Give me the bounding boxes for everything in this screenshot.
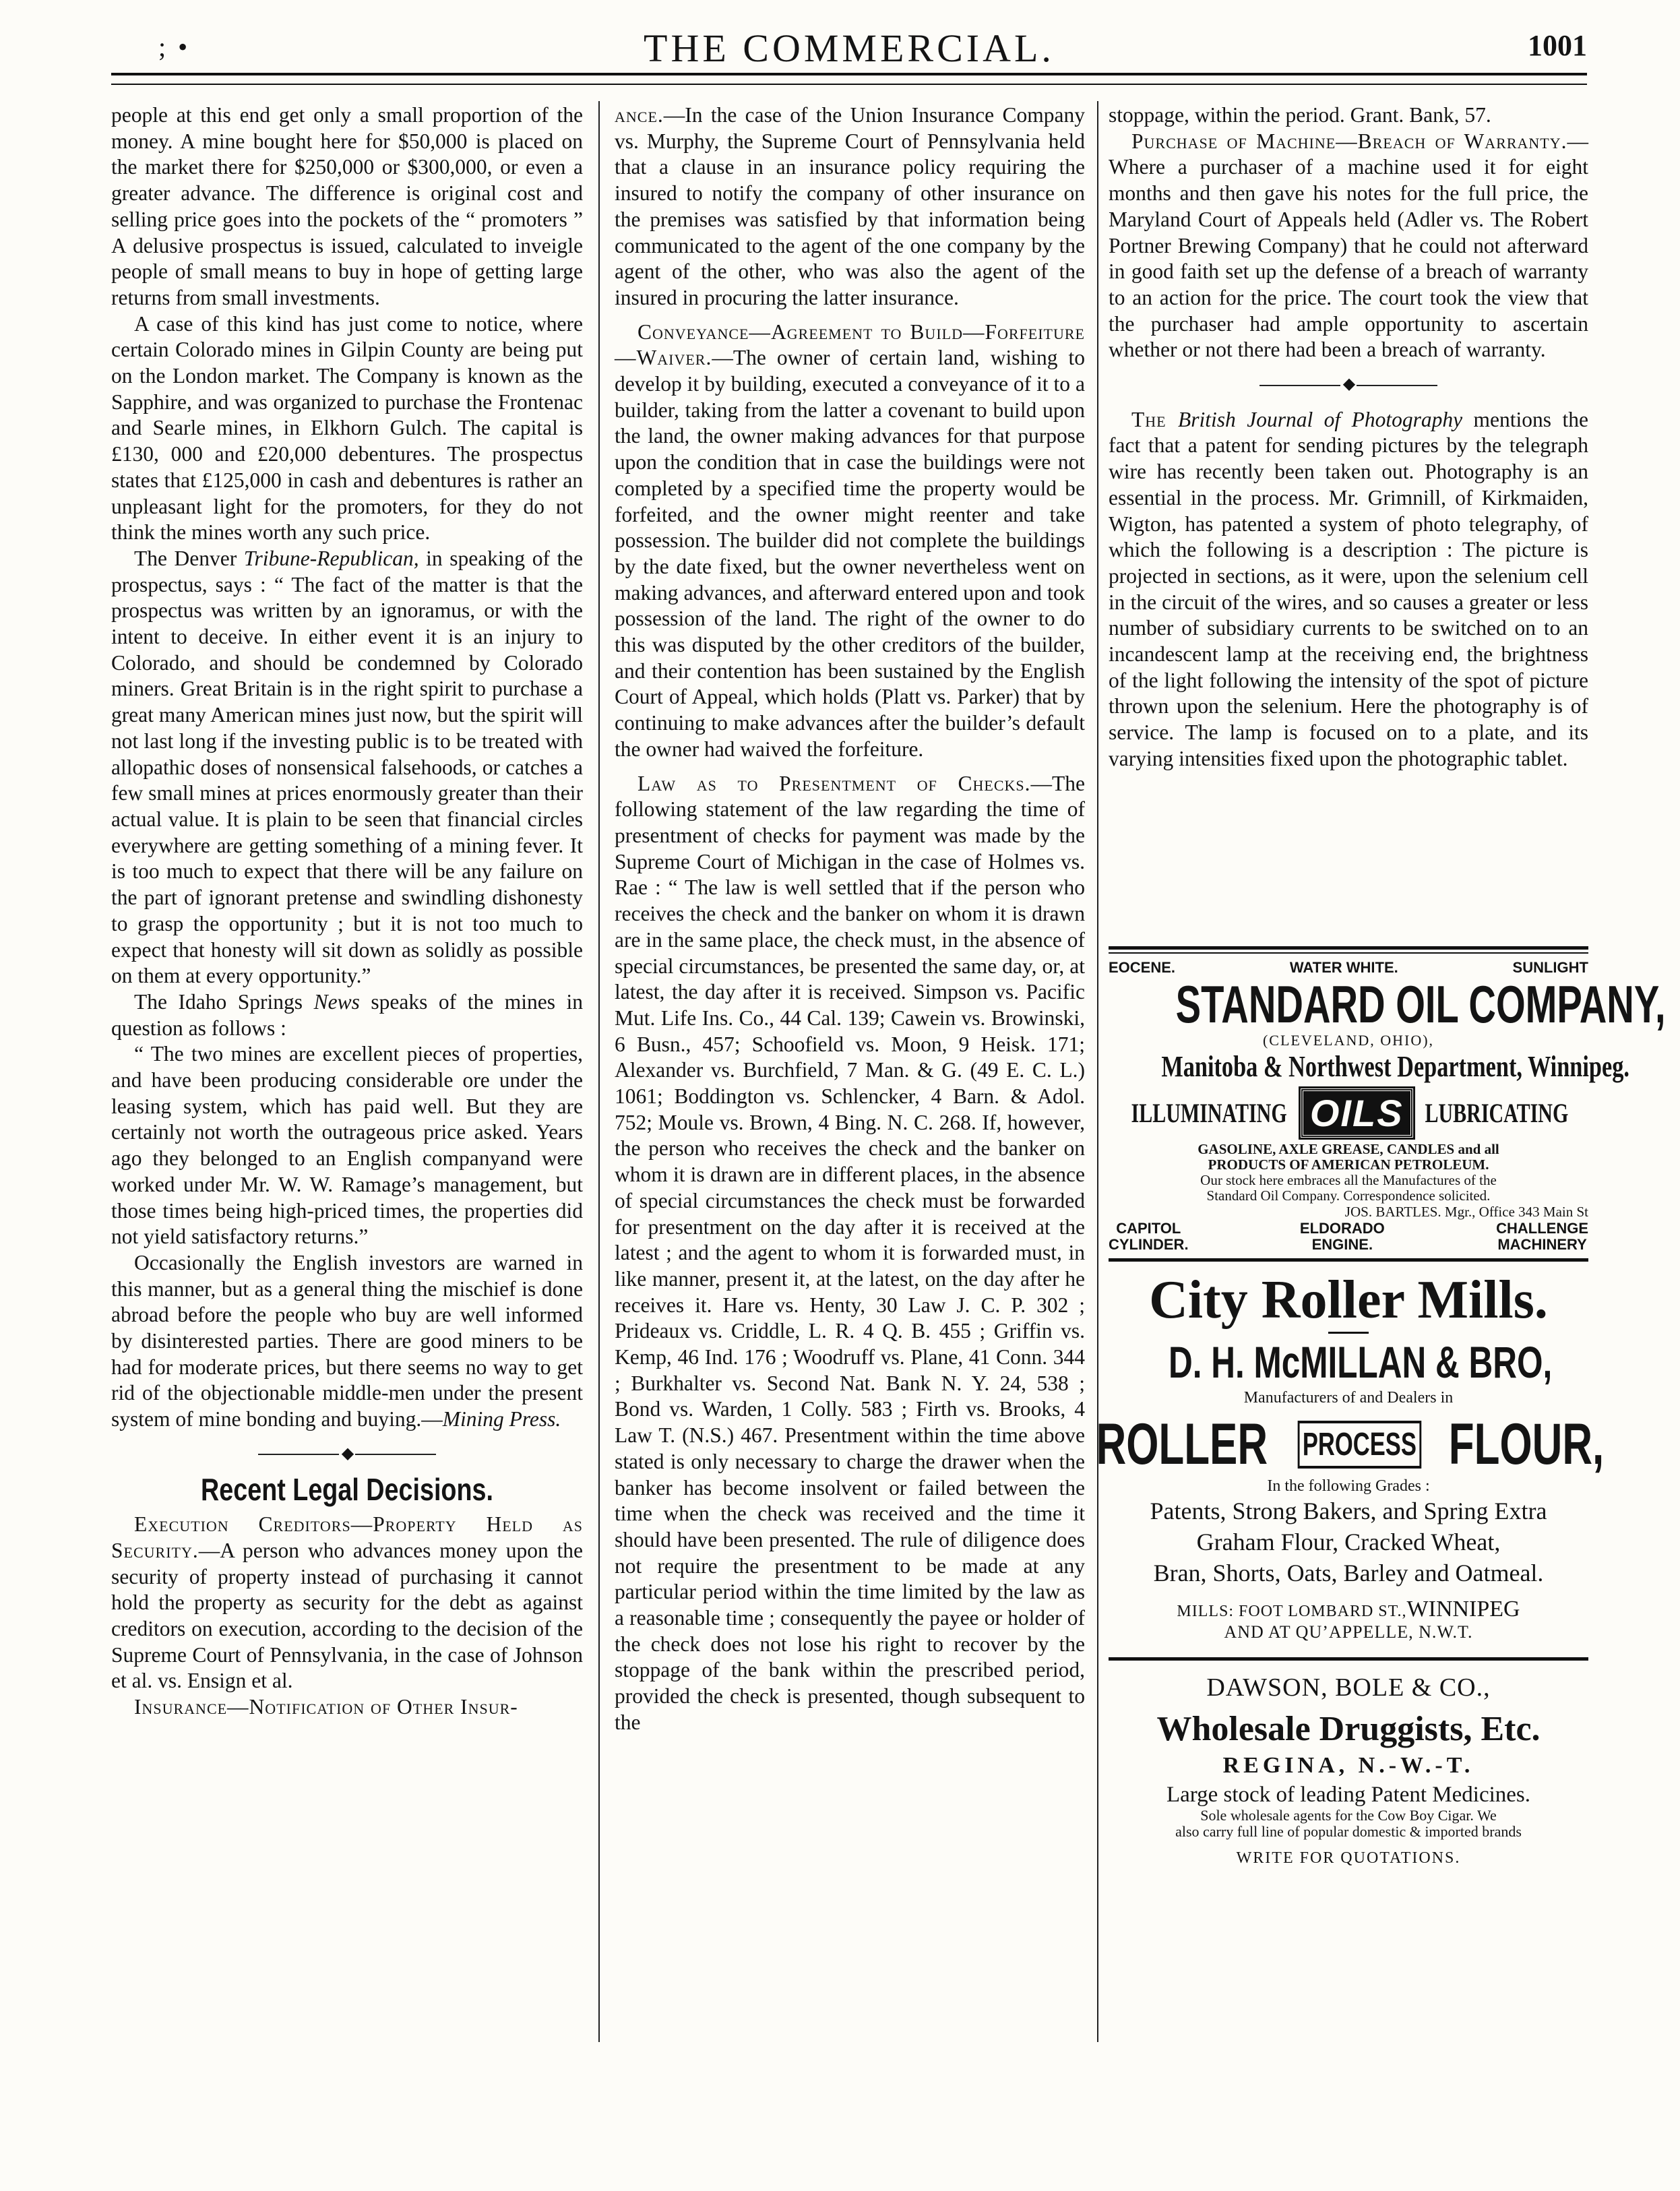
text-run: Occasionally the English investors are warned in this manner, but as a general thing the mischief is done abroad before the people who buy are well informed by disinterested parties. There are good miners to be had for moderate prices, but there seems no way to get rid of the objectionable middle-men under the present system of mine bonding and buying.—: [111, 1250, 583, 1431]
ad-rule: [1109, 946, 1588, 950]
stock-line: Our stock here embraces all the Manufactures of the: [1200, 1172, 1497, 1188]
mills-title: City Roller Mills.: [1149, 1270, 1548, 1330]
flour-word: FLOUR,: [1448, 1412, 1605, 1477]
lubricating-label: LUBRICATING: [1425, 1098, 1568, 1128]
ad-rule: [1109, 1258, 1588, 1262]
text-run: mentions the fact that a patent for sending pictures by the telegraph wire has recently been taken out. Photography is an essential in the process. Mr. Grimnill, of Kirkmaiden, Wigton, has patented a system of photo telegraphy, of which the following is a description : The picture is projected in sections, as it were, upon the selenium cell in the circuit of the wires, and so causes a greater or less number of subsidiary currents to be switched on to an incandescent lamp at the receiving end, the brightness of the light following the intensity of the spot of picture thrown upon the selenium. Here the photography is of service. The lamp is focused on to a plate, and its varying intensities fixed upon the photographic tablet.: [1109, 407, 1588, 770]
stock-line: Large stock of leading Patent Medicines.: [1166, 1783, 1531, 1807]
ornamental-separator: ◆: [1109, 371, 1588, 398]
paragraph: [111, 989, 583, 1041]
text-run: speaks of the mines in question as follows :: [111, 989, 584, 1040]
section-title: Recent Legal Decisions.: [201, 1471, 493, 1507]
firm-name: DAWSON, BOLE & CO.,: [1206, 1673, 1491, 1702]
oils-logo: OILS: [1301, 1088, 1413, 1138]
text-run: The Idaho Springs: [134, 989, 314, 1014]
company-name: STANDARD OIL COMPANY,: [1175, 975, 1666, 1034]
mills-address: [1109, 1597, 1588, 1622]
advertisements: [1096, 946, 1666, 1868]
column-2: [615, 102, 1085, 1736]
brand-type: ENGINE.: [1311, 1236, 1373, 1253]
paragraph-heading: Conveyance—Agreement to Build—Forfeiture—Waiver.: [615, 319, 1085, 370]
brand-name: CHALLENGE: [1496, 1220, 1588, 1237]
paragraph: [615, 319, 1085, 763]
oil-brand: [1109, 1221, 1189, 1253]
roller-word: ROLLER: [1096, 1412, 1268, 1477]
text-run: —The following statement of the law regarding the time of presentment of checks for payment was made by the Supreme Court of Michigan in the case of Holmes vs. Rae : “ The law is well settled that if the person who receives the check and the banker on whom it is drawn are in the same place, the check must, in the absence of special circumstances, be presented the same day, or, at latest, the day after it is received. Simpson vs. Pacific Mut. Life Ins. Co., 44 Cal. 139; Cawein vs. Browinski, 6 Busn., 457; Schoofield vs. Moon, 9 Heisk. 171; Alexander vs. Burchfield, 7 Man. & G. (49 E. C. L.) 1061; Boddington vs. Schlencker, 4 Barn. & Adol. 752; Moule vs. Brown, 4 Bing. N. C. 268. If, however, the person who receives the check and the banker on whom it is drawn are in different places, in the absence of special circumstances the check must be forwarded for presentment on the day after it is received at the latest ; and the agent to whom it is forwarded must, in like manner, present it, at the latest, on the day after he receives it. Hare vs. Henty, 30 Law J. C. P. 302 ; Prideaux vs. Criddle, L. R. 4 Q. B. 455 ; Griffin vs. Kemp, 46 Ind. 176 ; Woodruff vs. Plane, 41 Conn. 344 ; Burkhalter vs. Second Nat. Bank N. Y. 24, 538 ; Bond vs. Warden, 1 Colly. 583 ; Firth vs. Brooks, 4 Law T. (N.S.) 467. Presentment within the time above stated is only necessary to charge the drawer when the banker has become insolvent or failed between the time when the check was received and the time it should have been presented. The rule of diligence does not require the presentment to be made at any particular period within the time limited by the law as a reasonable time ; consequently the payee or holder of the check does not lose his right to recover by the stoppage of the bank within the prescribed period, provided the check is presented, though subsequent to the: [615, 771, 1085, 1734]
text-run: —The owner of certain land, wishing to develop it by building, executed a conveyance of it to a builder, taking from the latter a covenant to build upon the land, the owner making advances for that purpose upon the condition that in case the buildings were not completed by a specified time the property would be forfeited, and the owner might reenter and take possession. The builder did not complete the buildings by the date fixed, but the owner nevertheless went on making advances, and afterward entered upon and took possession of the land. The right of the owner to do this was disputed by the other creditors of the builder, and their contention has been sustained by the English Court of Appeal, which holds (Platt vs. Parker) that by continuing to make advances after the builder’s default the owner had waived the forfeiture.: [615, 346, 1085, 761]
paragraph: people at this end get only a small proportion of the money. A mine bought here for $50,000 is placed on the market there for $250,000 or $300,000, or even a greater advance. The difference is original cost and selling price goes into the pockets of the “ promoters ” A delusive prospectus is issued, calculated to inveigle people of small means to buy in hope of getting large returns from small investments.: [111, 103, 583, 309]
product-name: EOCENE.: [1109, 959, 1176, 976]
paragraph: [111, 1512, 583, 1694]
paragraph: [615, 102, 1085, 311]
text-run: —Where a purchaser of a machine used it for eight months and then gave his notes for the full price, the Maryland Court of Appeals held (Adler vs. The Robert Portner Brewing Company) that he could not afterward in good faith set up the defense of a breach of warranty to an action for the price. The court took the view that the purchaser had ample opportunity to ascertain whether or not there had been a breach of warranty.: [1109, 129, 1588, 362]
publication-name: Tribune-Republican,: [243, 546, 419, 570]
ornamental-separator: ◆: [111, 1441, 583, 1467]
text-run: —In the case of the Union Insurance Company vs. Murphy, the Supreme Court of Pennsylvania held that a clause in an insurance policy requiring the insured to notify the company of other insurance on the premises was satisfied by that information being communicated to the agent of the one company by the agent of the other, who was also the agent of the insured in procuring the latter insurance.: [615, 103, 1085, 309]
publication-name: Mining Press.: [442, 1407, 561, 1431]
paragraph: [615, 771, 1085, 1736]
brand-name: CAPITOL: [1116, 1220, 1181, 1237]
ad-rule: [1109, 1657, 1588, 1661]
paragraph: [111, 1694, 583, 1721]
call-to-action: WRITE FOR QUOTATIONS.: [1236, 1849, 1461, 1867]
text-run: in speaking of the prospectus, says : “ The fact of the matter is that the prospectus was written by an ignoramus, or with the intent to deceive. In either event it is an injury to Colorado, and should be condemned by Colorado miners. Great Britain is in the right spirit to purchase a great many American mines just now, but the spirit will not last long if the investing public is to be treated with allopathic doses of nonsensical falsehoods, or catches a few small mines at prices enormously greater than their actual value. It is plain to be seen that financial circles everywhere are getting something of a mining fever. It is too much to expect that there will be any failure on the part of ignorant pretense and swindling dishonesty to grasp the opportunity ; but it is not too much to expect that honesty will sit down as solidly as possible on them at every opportunity.”: [111, 546, 583, 988]
brand-type: MACHINERY: [1497, 1236, 1587, 1253]
company-city: (CLEVELAND, OHIO),: [1262, 1032, 1435, 1049]
city-roller-mills-ad: [1096, 1270, 1605, 1642]
oil-brand: [1300, 1221, 1385, 1253]
grade-line: Bran, Shorts, Oats, Barley and Oatmeal.: [1153, 1560, 1544, 1586]
paragraph-heading: ance.: [615, 103, 664, 127]
process-word: PROCESS: [1298, 1421, 1421, 1469]
paragraph: “ The two mines are excellent pieces of properties, and have been producing considerable ore under the leasing system, which has paid well. But they are certainly not worth the outrageous price asked. Years ago they belonged to an English companyand were worked under Mr. W. W. Ramage’s management, but those times being high-priced times, the properties did not yield satisfactory returns.”: [111, 1042, 583, 1249]
mills-label: MILLS: FOOT LOMBARD ST.,: [1177, 1603, 1407, 1620]
mills-city: WINNIPEG: [1406, 1597, 1520, 1622]
oil-brands-row: [1109, 1221, 1588, 1253]
ad-rule: [1109, 952, 1588, 954]
short-rule: [1328, 1332, 1369, 1334]
brand-name: ELDORADO: [1299, 1220, 1385, 1237]
stock-line: Standard Oil Company. Correspondence solicited.: [1206, 1187, 1491, 1204]
trade-line: Wholesale Druggists, Etc.: [1156, 1710, 1541, 1748]
paragraph: stoppage, within the period. Grant. Bank, 57.: [1109, 103, 1491, 127]
roller-process-flour-banner: [1096, 1412, 1605, 1477]
brand-type: CYLINDER.: [1109, 1236, 1189, 1253]
product-name: SUNLIGHT: [1512, 959, 1588, 976]
column-divider-1: [598, 101, 600, 2042]
paragraph: [111, 546, 583, 989]
grades-intro: In the following Grades :: [1267, 1477, 1430, 1495]
publication-name: British Journal of Photography: [1178, 407, 1463, 431]
paragraph-heading: Execution Creditors—Property Held as Security.: [111, 1512, 583, 1562]
column-divider-2: [1097, 101, 1098, 2042]
oil-brand: [1496, 1221, 1588, 1253]
header-rule-thin: [111, 84, 1587, 85]
header-rule-thick: [111, 73, 1587, 75]
masthead-title: THE COMMERCIAL.: [644, 26, 1055, 70]
products-line: GASOLINE, AXLE GREASE, CANDLES and all: [1197, 1141, 1499, 1157]
dawson-bole-ad: [1109, 1673, 1588, 1868]
oils-banner: [1109, 1088, 1588, 1138]
paragraph: [111, 1250, 583, 1433]
paragraph: A case of this kind has just come to notice, where certain Colorado mines in Gilpin County are being put on the London market. The Company is known as the Sapphire, and was organized to purchase the Frontenac and Searle mines, in Elkhorn Gulch. The capital is £130, 000 and £20,000 debentures. The prospectus states that £125,000 in cash and debentures is rather an unpleasant light for the promoters, for they do not think the mines worth any such price.: [111, 311, 583, 545]
manager-line: JOS. BARTLES. Mgr., Office 343 Main St: [1344, 1204, 1588, 1220]
text-run: The: [1131, 407, 1179, 431]
column-3: [1109, 102, 1588, 772]
paragraph: [1109, 407, 1588, 772]
text-run: —A person who advances money upon the security of property instead of purchasing it cannot hold the property as security for the debt as against creditors on execution, according to the decision of the Supreme Court of Pennsylvania, in the case of Johnson et al. vs. Ensign et al.: [111, 1538, 583, 1693]
department-name: Manitoba & Northwest Department, Winnipeg.: [1161, 1050, 1629, 1083]
product-name: WATER WHITE.: [1289, 959, 1398, 976]
products-line: PRODUCTS OF AMERICAN PETROLEUM.: [1208, 1156, 1489, 1173]
paragraph-heading: Law as to Presentment of Checks.: [637, 771, 1031, 795]
second-mill: AND AT QU’APPELLE, N.W.T.: [1224, 1622, 1473, 1642]
standard-oil-ad: [1109, 959, 1666, 1253]
page-header: [111, 26, 1587, 70]
header-marks: ; •: [158, 32, 191, 62]
firm-name: D. H. McMILLAN & BRO,: [1169, 1337, 1553, 1387]
paragraph: [1109, 129, 1588, 363]
paragraph-heading: Purchase of Machine—Breach of Warranty.: [1131, 129, 1567, 153]
agents-line: Sole wholesale agents for the Cow Boy Cigar. We: [1200, 1807, 1497, 1824]
trade-line: Manufacturers of and Dealers in: [1243, 1389, 1454, 1407]
illuminating-label: ILLUMINATING: [1131, 1098, 1287, 1128]
publication-name: News: [313, 989, 360, 1014]
paragraph-heading: Insurance—Notification of Other Insur-: [134, 1695, 518, 1719]
city-line: REGINA, N.-W.-T.: [1222, 1753, 1474, 1778]
grade-line: Graham Flour, Cracked Wheat,: [1196, 1529, 1501, 1555]
text-run: The Denver: [134, 546, 244, 570]
agents-line: also carry full line of popular domestic & imported brands: [1175, 1823, 1522, 1840]
grade-line: Patents, Strong Bakers, and Spring Extra: [1150, 1498, 1547, 1524]
column-1: [111, 102, 583, 1721]
page-number: 1001: [1528, 29, 1587, 62]
